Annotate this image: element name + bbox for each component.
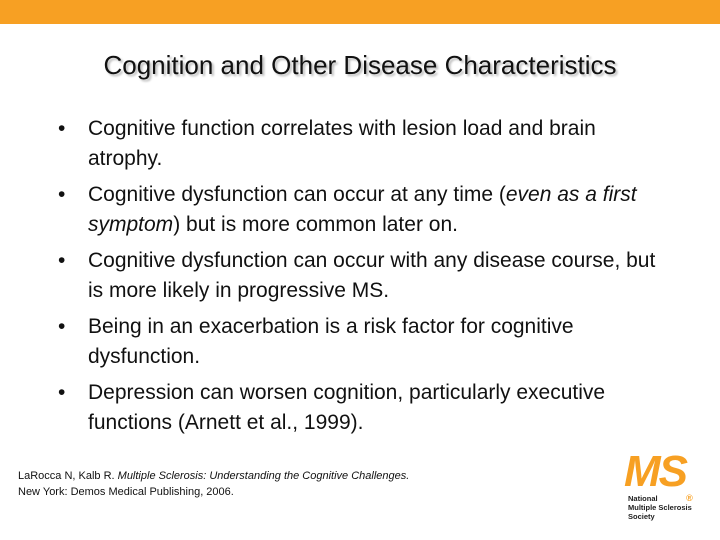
bullet-text: Cognitive function correlates with lesion load and brain atrophy. bbox=[88, 117, 596, 170]
logo-line: Multiple Sclerosis bbox=[628, 503, 692, 512]
slide-title: Cognition and Other Disease Characteristics bbox=[103, 50, 617, 80]
logo-mark-text: MS bbox=[624, 447, 686, 496]
bullet-dot: • bbox=[58, 249, 66, 272]
top-accent-bar bbox=[0, 0, 720, 24]
bullet-item bbox=[58, 180, 658, 240]
logo-line: Society bbox=[628, 512, 655, 521]
citation-book-title: Multiple Sclerosis: Understanding the Cognitive Challenges. bbox=[117, 470, 410, 482]
bullet-item bbox=[58, 312, 658, 372]
bullet-text: Cognitive dysfunction can occur with any disease course, but is more likely in progressive MS. bbox=[88, 249, 656, 302]
bullet-item bbox=[58, 114, 658, 174]
bullet-text: ) but is more common later on. bbox=[173, 213, 458, 236]
citation-publisher: New York: Demos Medical Publishing, 2006. bbox=[18, 486, 234, 498]
bullet-dot: • bbox=[58, 315, 66, 338]
bullet-text: Being in an exacerbation is a risk factor for cognitive dysfunction. bbox=[88, 315, 574, 368]
bullet-text-emphasis: even as a first symptom bbox=[88, 183, 637, 236]
logo-registered-mark: ® bbox=[686, 493, 691, 503]
bullet-text: Depression can worsen cognition, particularly executive functions (Arnett et al., 1999). bbox=[88, 381, 606, 434]
bullet-dot: • bbox=[58, 381, 66, 404]
citation bbox=[18, 468, 578, 500]
bullet-item bbox=[58, 246, 658, 306]
citation-authors: LaRocca N, Kalb R. bbox=[18, 470, 118, 482]
bullet-item bbox=[58, 378, 658, 438]
bullet-text: Cognitive dysfunction can occur at any time ( bbox=[88, 183, 506, 206]
bullet-list bbox=[58, 114, 658, 444]
bullet-dot: • bbox=[58, 183, 66, 206]
nmss-logo bbox=[624, 447, 704, 532]
bullet-dot: • bbox=[58, 117, 66, 140]
logo-line: National bbox=[628, 494, 658, 503]
